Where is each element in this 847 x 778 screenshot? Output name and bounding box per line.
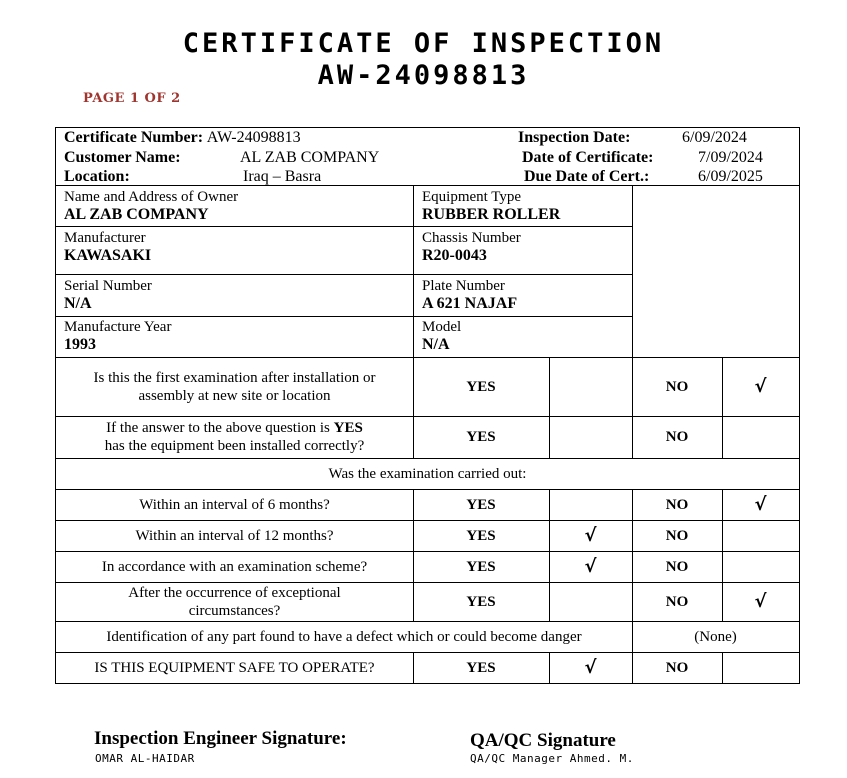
question-text: has the equipment been installed correctly? <box>104 438 365 454</box>
year-cell <box>64 318 171 354</box>
yes-label: YES <box>466 429 496 445</box>
no-label: NO <box>665 527 689 544</box>
model-cell <box>422 318 461 354</box>
inspection-date-value: 6/09/2024 <box>682 129 747 146</box>
checkmark-icon: √ <box>584 656 597 678</box>
yes-label: YES <box>466 593 496 610</box>
customer-label: Customer Name: <box>64 149 181 166</box>
owner-label: Name and Address of Owner <box>64 189 239 205</box>
plate-label: Plate Number <box>422 278 505 294</box>
location-label: Location: <box>64 168 130 185</box>
model-label: Model <box>422 319 462 335</box>
question-text: Is this the first examination after installation or <box>93 369 376 386</box>
divider <box>56 226 632 227</box>
chassis-value: R20-0043 <box>422 247 487 264</box>
divider <box>413 185 414 357</box>
plate-cell <box>422 277 517 313</box>
question-12-months: Within an interval of 12 months? <box>135 527 334 544</box>
checkmark-icon: √ <box>754 493 767 515</box>
cert-number-label: Certificate Number: <box>64 129 204 146</box>
checkmark-icon: √ <box>754 590 767 612</box>
qa-signature-name: QA/QC Manager Ahmed. M. <box>470 752 634 765</box>
inspection-date-label: Inspection Date: <box>518 129 631 146</box>
yes-label: YES <box>466 496 496 513</box>
due-date-label: Due Date of Cert.: <box>524 168 650 185</box>
checkmark-icon: √ <box>584 555 597 577</box>
no-label: NO <box>665 659 689 676</box>
chassis-cell <box>422 229 521 265</box>
due-date-row <box>524 168 763 186</box>
chassis-label: Chassis Number <box>422 230 521 246</box>
page-indicator: PAGE 1 OF 2 <box>83 91 181 106</box>
yes-label: YES <box>466 378 496 395</box>
inspection-date-row <box>518 129 747 147</box>
question-text: circumstances? <box>188 602 281 619</box>
divider <box>549 357 550 458</box>
divider <box>722 652 723 683</box>
divider <box>632 185 633 357</box>
equipment-type-value: RUBBER ROLLER <box>422 206 561 223</box>
question-text-emphasis: YES <box>333 420 363 436</box>
location-value: Iraq – Basra <box>243 168 322 185</box>
equipment-type-cell <box>422 188 560 224</box>
cert-date-value: 7/09/2024 <box>698 149 763 166</box>
question-text-part: If the answer to the above question is <box>106 420 334 436</box>
year-value: 1993 <box>64 336 96 353</box>
year-label: Manufacture Year <box>64 319 172 335</box>
divider <box>56 316 632 317</box>
document-number-title: AW-24098813 <box>317 60 530 91</box>
divider <box>56 274 632 275</box>
serial-label: Serial Number <box>64 278 152 294</box>
manufacturer-label: Manufacturer <box>64 230 146 246</box>
question-installed-correctly <box>56 416 413 458</box>
engineer-signature-label: Inspection Engineer Signature: <box>94 728 347 749</box>
no-label: NO <box>665 429 689 445</box>
question-text: assembly at new site or location <box>138 387 331 404</box>
checkmark-icon: √ <box>584 524 597 546</box>
serial-value: N/A <box>64 295 92 312</box>
certificate-table <box>55 127 800 684</box>
plate-value: A 621 NAJAF <box>422 295 518 312</box>
cert-date-row <box>522 149 763 167</box>
question-6-months: Within an interval of 6 months? <box>139 496 330 513</box>
due-date-value: 6/09/2025 <box>698 168 763 185</box>
engineer-signature-name: OMAR AL-HAIDAR <box>95 752 195 765</box>
yes-label: YES <box>466 527 496 544</box>
equipment-type-label: Equipment Type <box>422 189 522 205</box>
question-defect-identification: Identification of any part found to have a defect which or could become danger <box>106 628 582 645</box>
question-safe-to-operate: IS THIS EQUIPMENT SAFE TO OPERATE? <box>94 659 375 676</box>
no-label: NO <box>665 558 689 575</box>
question-exceptional-circumstances <box>56 582 413 621</box>
customer-value: AL ZAB COMPANY <box>240 149 380 166</box>
question-text: After the occurrence of exceptional <box>128 584 341 601</box>
question-first-exam <box>56 357 413 416</box>
owner-cell <box>64 188 238 224</box>
cert-number-row <box>64 129 301 147</box>
serial-cell <box>64 277 152 313</box>
no-label: NO <box>665 593 689 610</box>
customer-row <box>64 149 379 167</box>
defect-answer: (None) <box>694 628 737 645</box>
manufacturer-value: KAWASAKI <box>64 247 152 264</box>
model-value: N/A <box>422 336 450 353</box>
manufacturer-cell <box>64 229 151 265</box>
qa-signature-label: QA/QC Signature <box>470 730 616 751</box>
yes-label: YES <box>466 558 496 575</box>
question-text <box>106 419 363 437</box>
divider <box>56 185 799 186</box>
owner-value: AL ZAB COMPANY <box>64 206 209 223</box>
cert-date-label: Date of Certificate: <box>522 149 654 166</box>
checkmark-icon: √ <box>754 375 767 397</box>
document-title: CERTIFICATE OF INSPECTION <box>182 28 665 59</box>
yes-label: YES <box>466 659 496 676</box>
section-heading: Was the examination carried out: <box>328 465 527 482</box>
no-label: NO <box>665 496 689 513</box>
location-row <box>64 168 321 186</box>
question-examination-scheme: In accordance with an examination scheme? <box>101 558 368 575</box>
no-label: NO <box>665 378 689 395</box>
cert-number-value: AW-24098813 <box>206 129 301 146</box>
